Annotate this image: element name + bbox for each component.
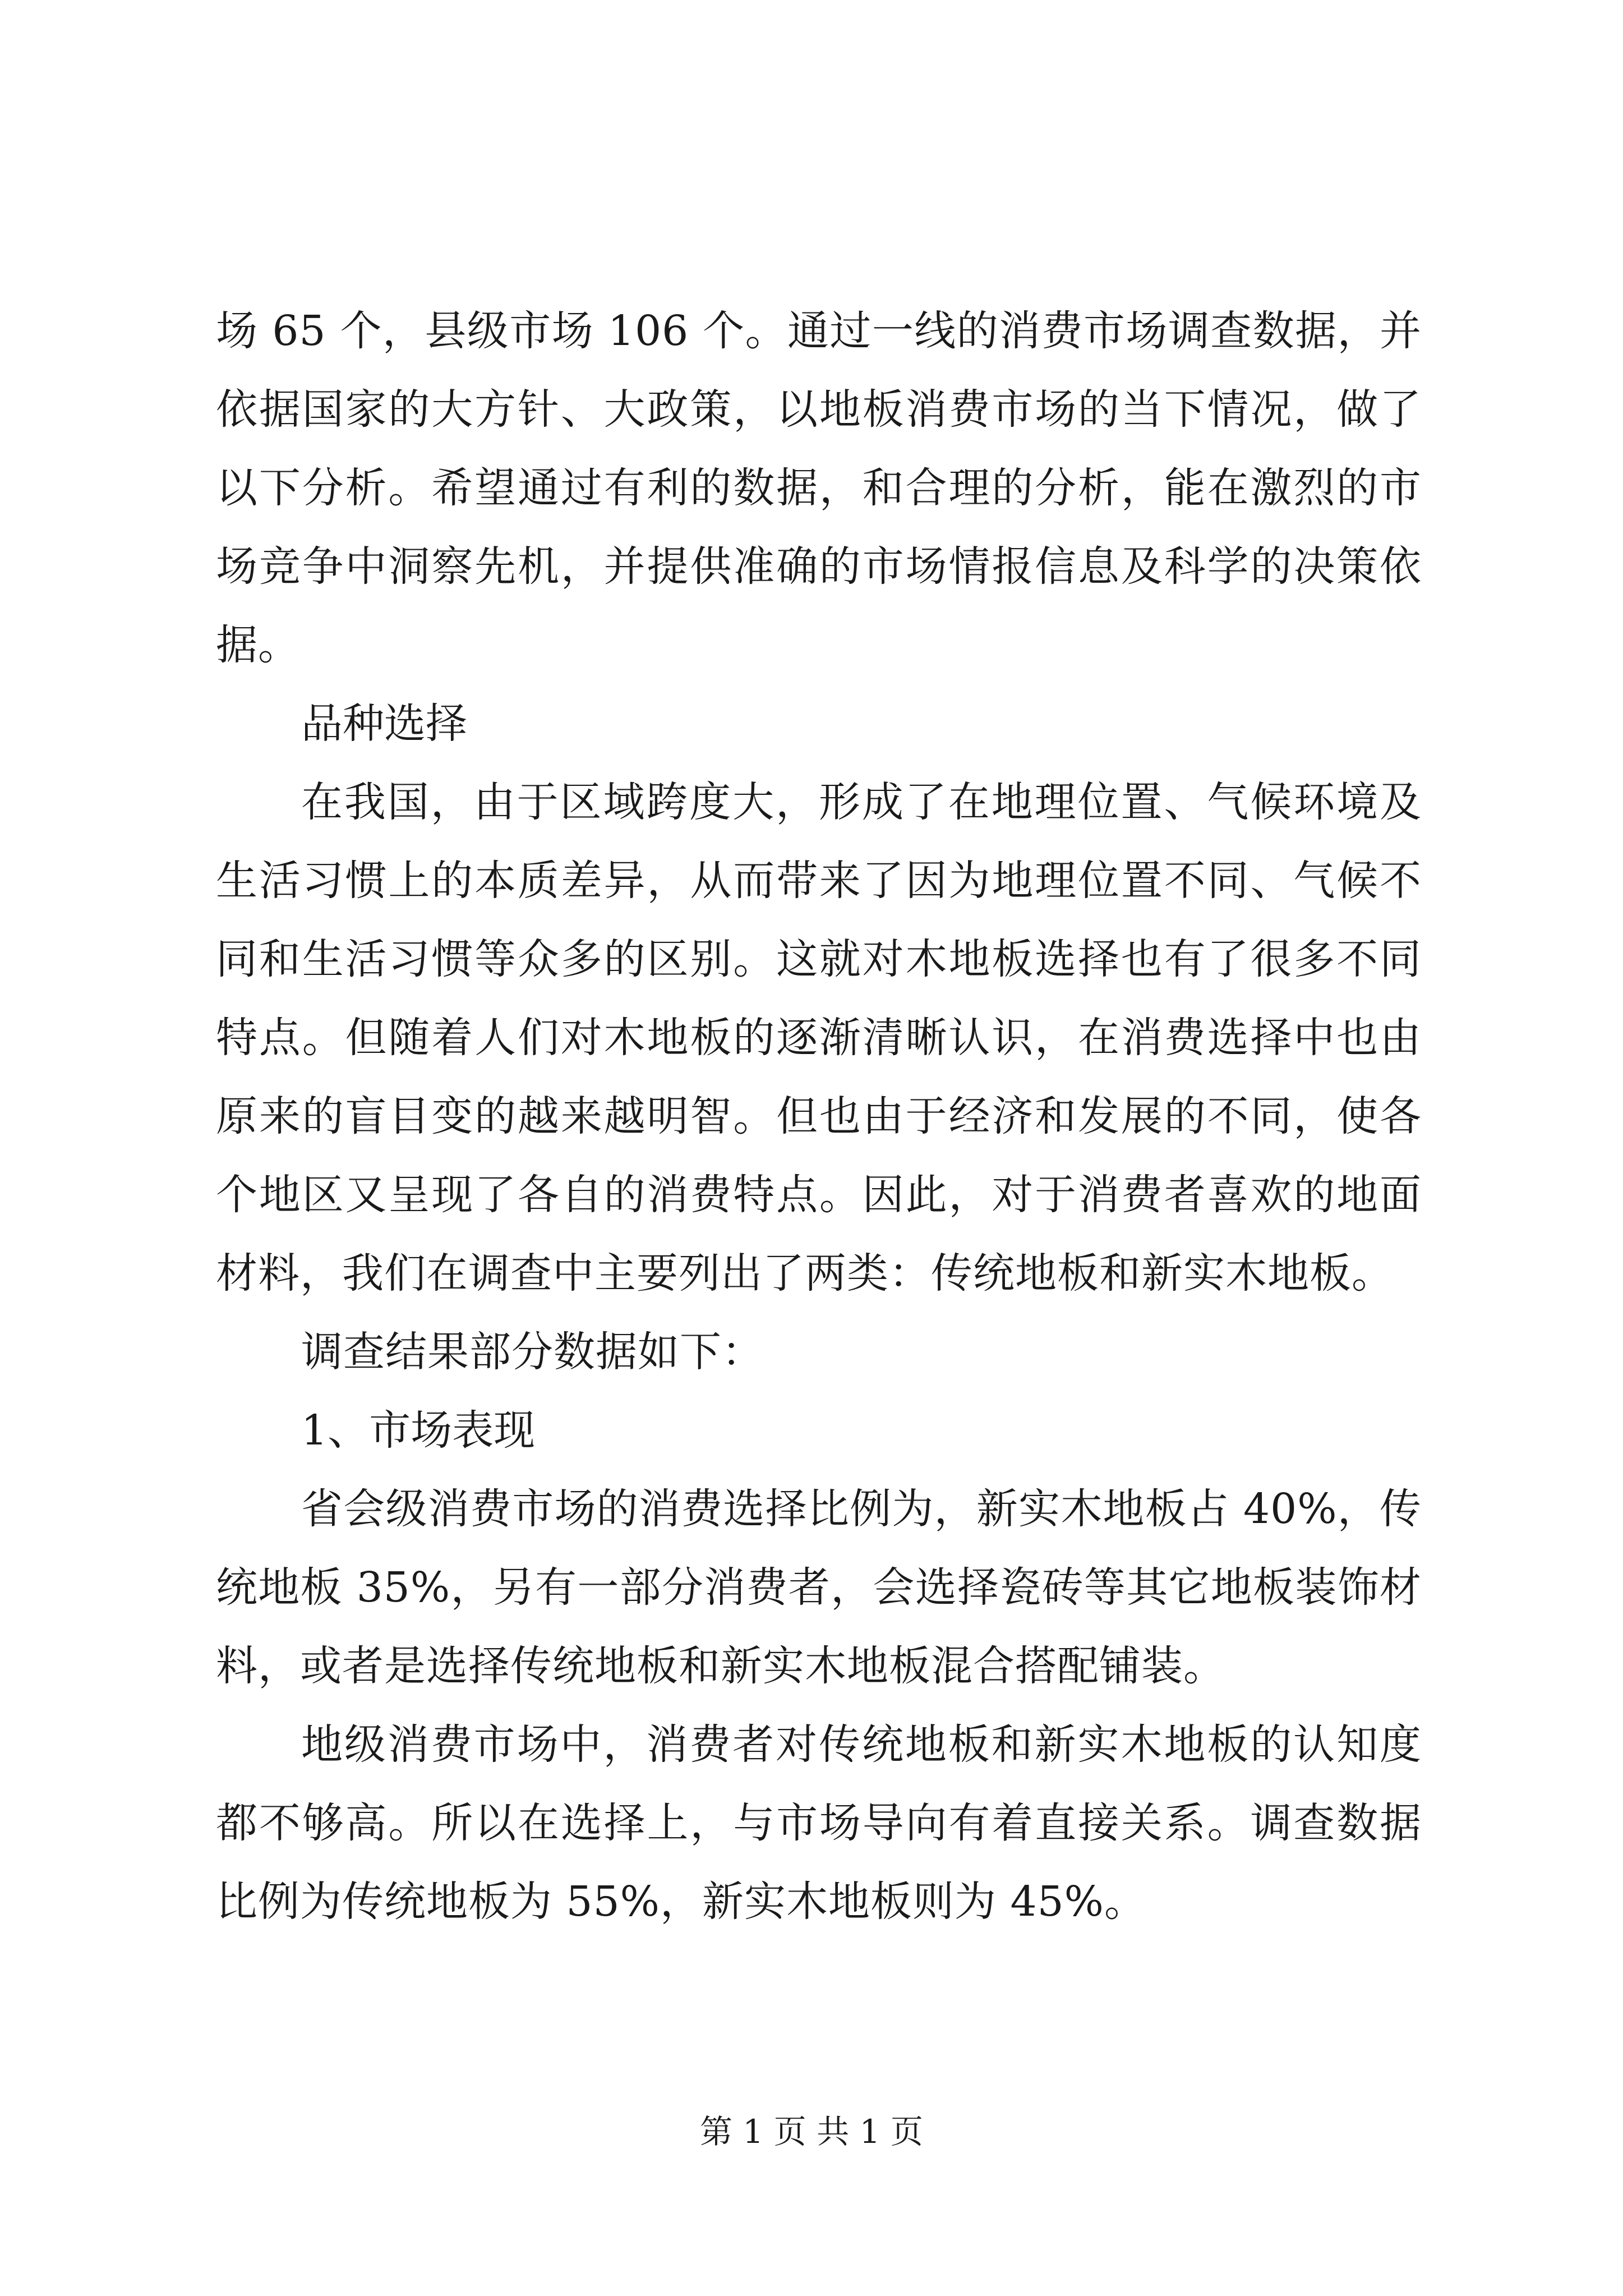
page-footer: 第 1 页 共 1 页 (700, 2113, 923, 2151)
paragraph-variety: 在我国，由于区域跨度大，形成了在地理位置、气候环境及生活习惯上的本质差异，从而带来了因为地理位置不同、气候不同和生活习惯等众多的区别。这就对木地板选择也有了很多不同特点。但随着人们对木地板的逐渐清晰认识，在消费选择中也由原来的盲目变的越来越明智。但也由于经济和发展的不同，使各个地区又呈现了各自的消费特点。因此，对于消费者喜欢的地面材料，我们在调查中主要列出了两类：传统地板和新实木地板。 (216, 778, 1422, 1297)
paragraph-results-intro: 调查结果部分数据如下： (301, 1328, 764, 1376)
paragraph-provincial: 省会级消费市场的消费选择比例为，新实木地板占 40%，传统地板 35%，另有一部分消费者，会选择瓷砖等其它地板装饰材料，或者是选择传统地板和新实木地板混合搭配铺装。 (216, 1485, 1422, 1690)
section-heading-variety: 品种选择 (301, 700, 467, 748)
document-body (216, 292, 1422, 1941)
paragraph-prefecture: 地级消费市场中，消费者对传统地板和新实木地板的认知度都不够高。所以在选择上，与市场导向有着直接关系。调查数据比例为传统地板为 55%，新实木地板则为 45%。 (216, 1720, 1422, 1926)
section-heading-market: 1、市场表现 (301, 1406, 536, 1455)
paragraph-intro: 场 65 个，县级市场 106 个。通过一线的消费市场调查数据，并依据国家的大方针、大政策，以地板消费市场的当下情况，做了以下分析。希望通过有利的数据，和合理的分析，能在激烈的市场竞争中洞察先机，并提供准确的市场情报信息及科学的决策依据。 (216, 307, 1422, 669)
